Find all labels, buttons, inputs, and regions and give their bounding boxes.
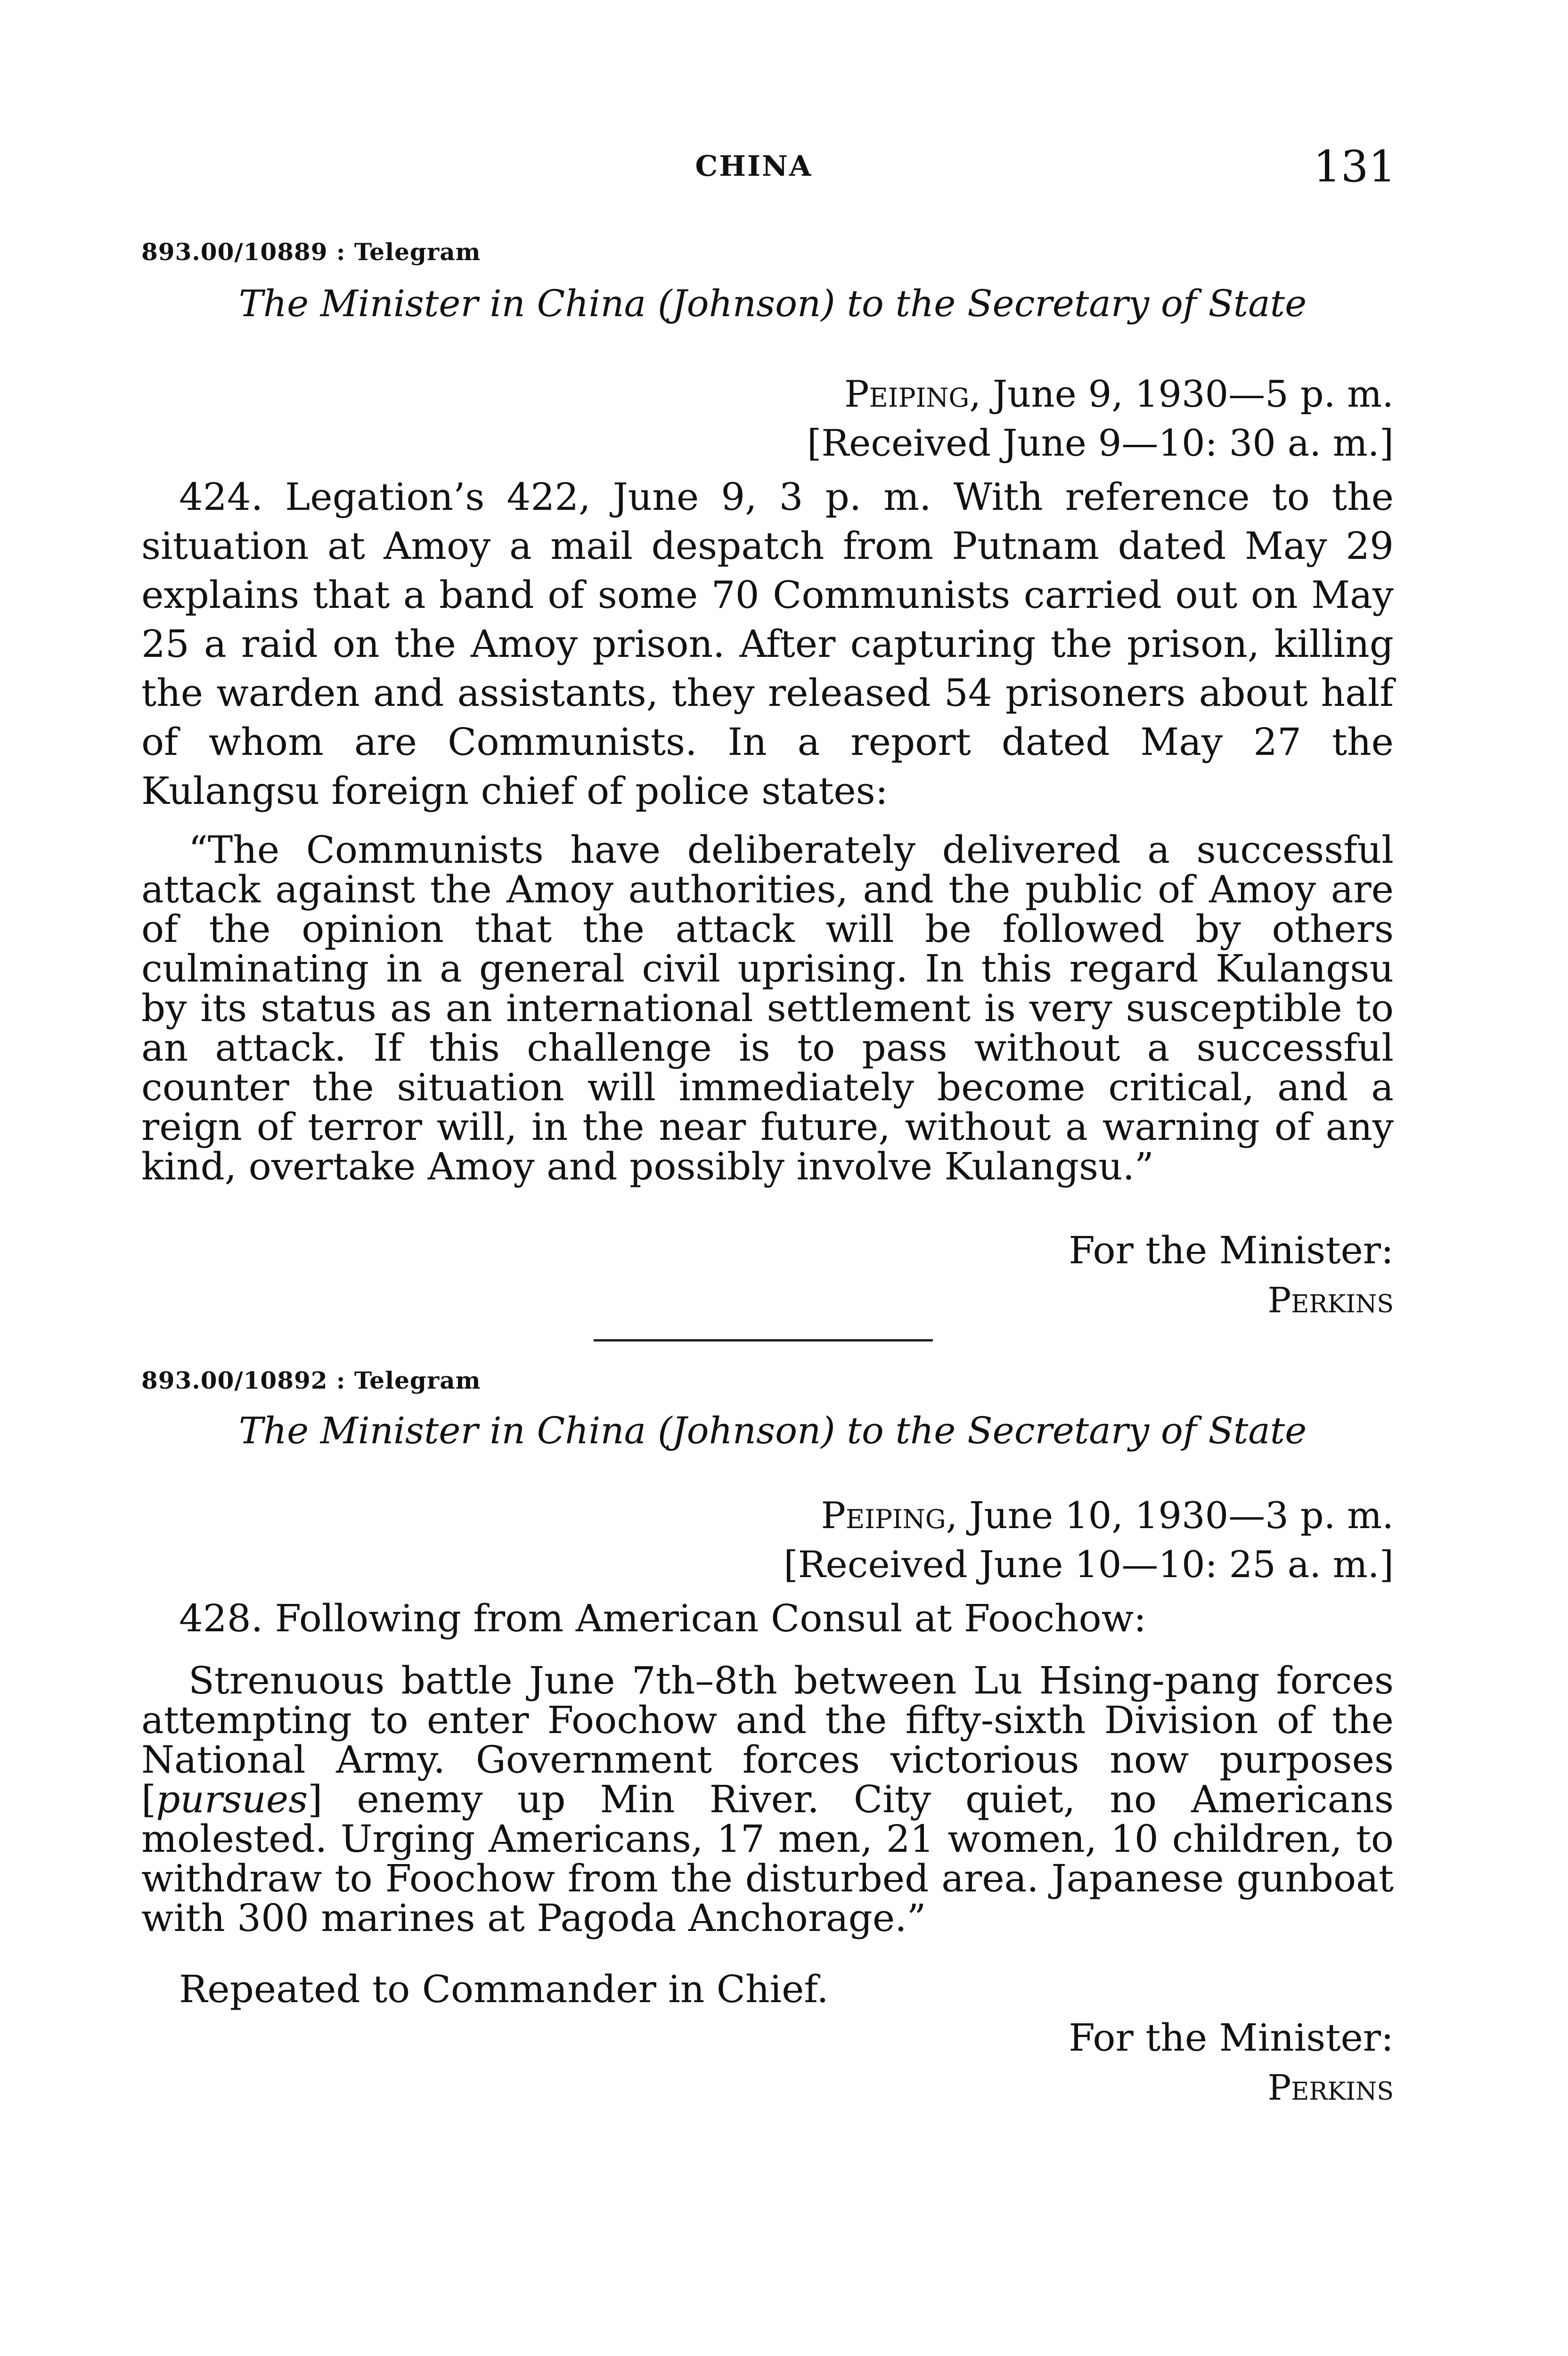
signature-name: Perkins bbox=[1267, 1280, 1394, 1321]
page-number: 131 bbox=[1313, 141, 1396, 192]
dateline bbox=[807, 370, 1394, 468]
running-head: CHINA bbox=[695, 150, 813, 183]
file-reference: 893.00/10889 : Telegram bbox=[141, 238, 481, 266]
signature-line: For the Minister: bbox=[1069, 2016, 1394, 2060]
received-line: [Received June 9—10: 30 a. m.] bbox=[807, 422, 1394, 465]
quoted-telegram-text-continued: ] enemy up Min River. City quiet, no Americans molested. Urging Americans, 17 men, 21 women, 10 children, to withdraw to Foochow from the disturbed area. Japanese gunboat with 300 marines at Pagoda Anchorage.” bbox=[141, 1777, 1394, 1940]
file-reference: 893.00/10892 : Telegram bbox=[141, 1366, 481, 1394]
repeated-note: Repeated to Commander in Chief. bbox=[179, 1967, 829, 2011]
dateline-place: Peiping bbox=[821, 1495, 946, 1537]
body-paragraph: 428. Following from American Consul at Foochow: bbox=[179, 1596, 1147, 1640]
signature-name: Perkins bbox=[1267, 2068, 1394, 2108]
section-divider bbox=[594, 1339, 933, 1342]
document-title: The Minister in China (Johnson) to the Secretary of State bbox=[238, 1410, 1307, 1452]
dateline-date: , June 9, 1930—5 p. m. bbox=[969, 373, 1394, 416]
dateline-date: , June 10, 1930—3 p. m. bbox=[946, 1495, 1394, 1537]
dateline bbox=[784, 1491, 1394, 1589]
document-title: The Minister in China (Johnson) to the Secretary of State bbox=[238, 283, 1307, 325]
quoted-telegram bbox=[141, 1661, 1394, 1938]
signature-block bbox=[1069, 2013, 1394, 2112]
quoted-telegram-correction: pursues bbox=[156, 1777, 308, 1821]
dateline-place: Peiping bbox=[844, 373, 970, 416]
quoted-report: “The Communists have deliberately delivered a successful attack against the Amoy authorities, and the public of Amoy are of the opinion that the attack will be followed by others culminating in a general civil uprising. In this regard Kulangsu by its status as an international settlement is very susceptible to an attack. If this challenge is to pass without a successful counter the situation will immediately become critical, and a reign of terror will, in the near future, without a warning of any kind, overtake Amoy and possibly involve Kulangsu.” bbox=[141, 828, 1394, 1188]
quoted-telegram-text: Strenuous battle June 7th–8th between Lu Hsing-pang forces attempting to enter Foochow and the fifty-sixth Division of the National Army. Government forces victorious now purposes [ bbox=[141, 1659, 1394, 1821]
received-line: [Received June 10—10: 25 a. m.] bbox=[784, 1544, 1394, 1586]
signature-block bbox=[1069, 1226, 1394, 1325]
body-paragraph: 424. Legation’s 422, June 9, 3 p. m. With reference to the situation at Amoy a mail despatch from Putnam dated May 29 explains that a band of some 70 Communists carried out on May 25 a raid on the Amoy prison. After capturing the prison, killing the warden and assistants, they released 54 prisoners about half of whom are Communists. In a report dated May 27 the Kulangsu foreign chief of police states: bbox=[141, 475, 1394, 813]
signature-line: For the Minister: bbox=[1069, 1228, 1394, 1272]
